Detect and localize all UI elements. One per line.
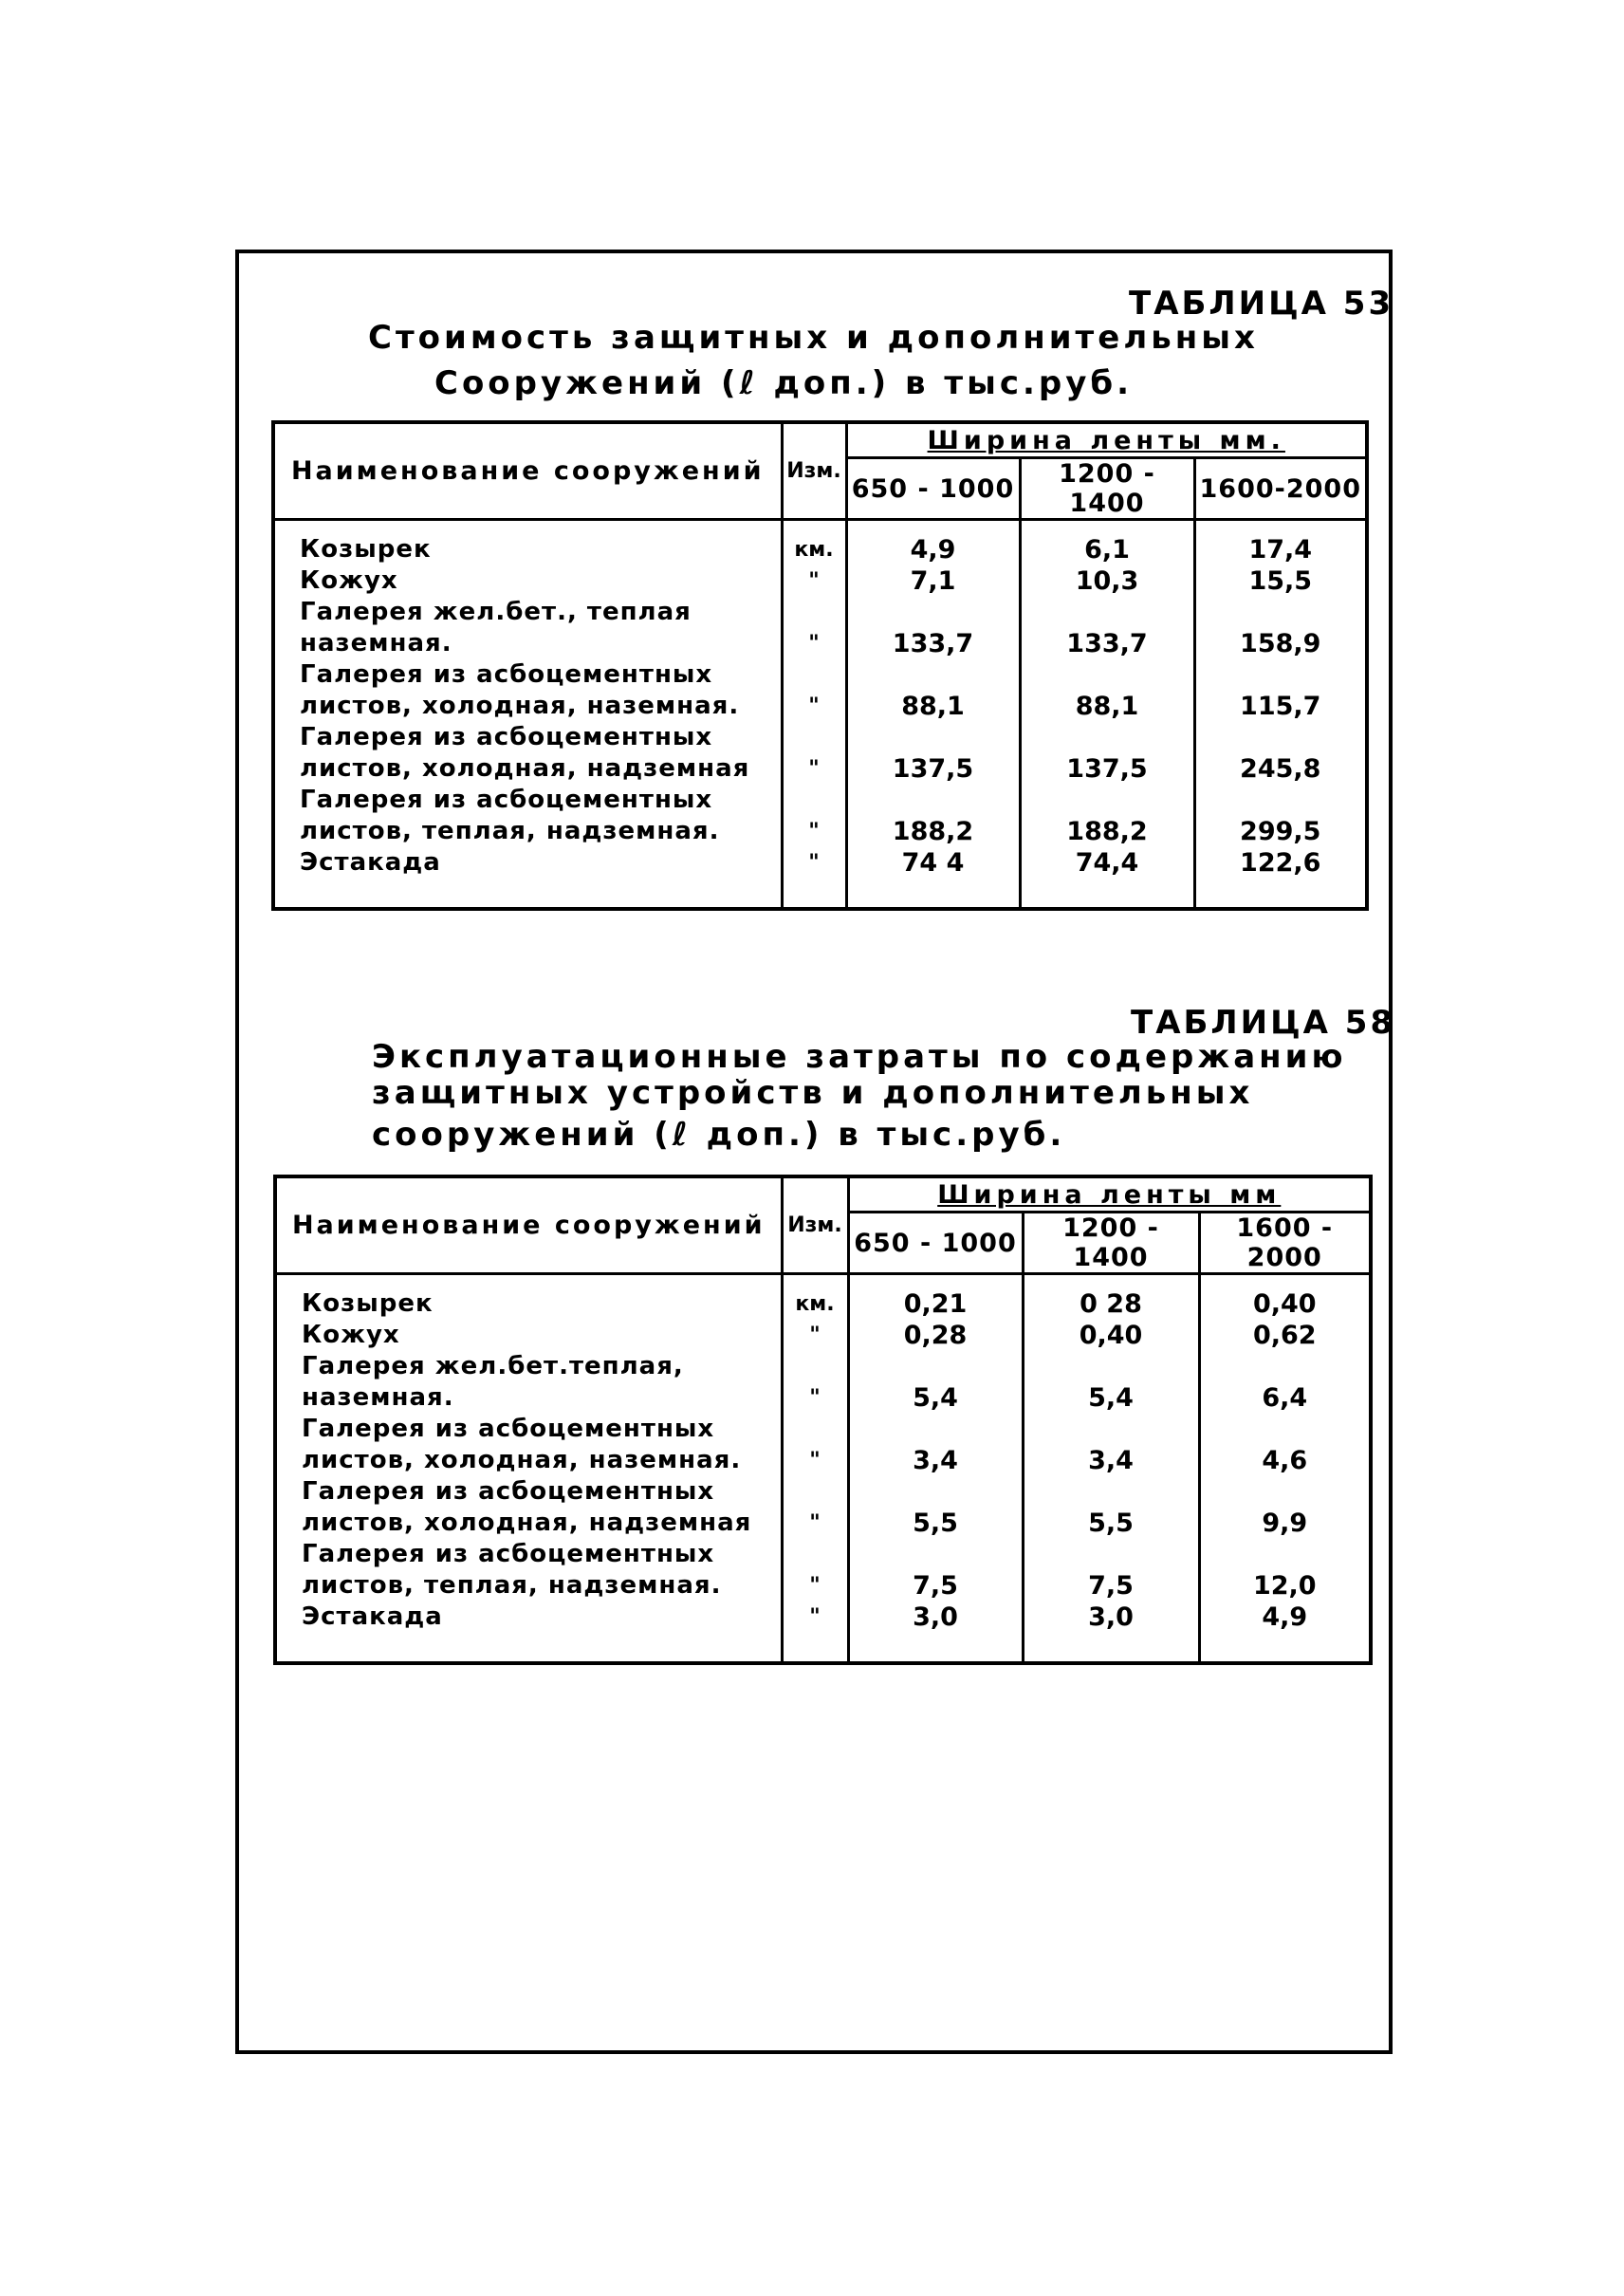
header-belt-width: Ширина ленты мм bbox=[848, 1176, 1371, 1213]
row-value-3: 0,62 bbox=[1199, 1320, 1371, 1351]
table-row bbox=[273, 534, 1367, 565]
header-range-1: 650 - 1000 bbox=[848, 1213, 1023, 1274]
row-name-line: Галерея из асбоцементных bbox=[302, 1540, 715, 1568]
row-value-2: 5,4 bbox=[1023, 1351, 1199, 1414]
header-name: Наименование сооружений bbox=[275, 1176, 782, 1274]
header-range-3: 1600 - 2000 bbox=[1199, 1213, 1371, 1274]
row-value-1: 0,21 bbox=[848, 1288, 1023, 1320]
row-unit: км. bbox=[782, 534, 846, 565]
row-name-line: Кожух bbox=[300, 566, 398, 595]
row-name bbox=[273, 847, 782, 879]
row-name-line: листов, холодная, надземная bbox=[300, 754, 750, 783]
row-name-line: Галерея из асбоцементных bbox=[300, 723, 713, 751]
table-58-title-line-2: защитных устройств и дополнительных bbox=[372, 1074, 1254, 1112]
table-row bbox=[273, 785, 1367, 847]
header-unit: Изм. bbox=[782, 422, 846, 520]
table-row bbox=[273, 722, 1367, 785]
row-value-1: 74 4 bbox=[846, 847, 1020, 879]
row-value-3: 6,4 bbox=[1199, 1351, 1371, 1414]
row-value-1: 133,7 bbox=[846, 597, 1020, 659]
row-value-1: 7,5 bbox=[848, 1539, 1023, 1602]
row-name bbox=[273, 597, 782, 659]
row-unit: " bbox=[782, 1351, 848, 1414]
table-row bbox=[275, 1476, 1371, 1539]
row-name bbox=[273, 565, 782, 597]
table-58-label: ТАБЛИЦА 58 bbox=[1131, 1004, 1396, 1042]
row-value-2: 133,7 bbox=[1020, 597, 1194, 659]
row-name bbox=[275, 1288, 782, 1320]
row-unit: " bbox=[782, 1476, 848, 1539]
row-value-3: 9,9 bbox=[1199, 1476, 1371, 1539]
table-row bbox=[275, 1414, 1371, 1476]
row-name bbox=[273, 534, 782, 565]
row-unit: " bbox=[782, 1320, 848, 1351]
table-58-title-line-1: Эксплуатационные затраты по содержанию bbox=[372, 1038, 1347, 1076]
table-row bbox=[275, 1288, 1371, 1320]
row-name-line: Галерея из асбоцементных bbox=[300, 660, 713, 689]
row-value-3: 122,6 bbox=[1194, 847, 1367, 879]
table-53-body bbox=[273, 520, 1367, 910]
row-name-line: Галерея жел.бет., теплая bbox=[300, 598, 692, 626]
row-name-line: листов, холодная, наземная. bbox=[300, 692, 740, 720]
header-range-3: 1600-2000 bbox=[1194, 458, 1367, 520]
table-row bbox=[273, 659, 1367, 722]
row-value-2: 3,4 bbox=[1023, 1414, 1199, 1476]
row-name-line: листов, теплая, надземная. bbox=[302, 1571, 722, 1600]
row-value-3: 245,8 bbox=[1194, 722, 1367, 785]
row-name-line: листов, холодная, наземная. bbox=[302, 1446, 742, 1474]
table-58-title-line-3: сооружений (ℓ доп.) в тыс.руб. bbox=[372, 1116, 1066, 1154]
row-value-1: 5,4 bbox=[848, 1351, 1023, 1414]
row-name bbox=[275, 1476, 782, 1539]
table-row bbox=[275, 1602, 1371, 1633]
row-name-line: Галерея жел.бет.теплая, bbox=[302, 1352, 684, 1380]
row-value-3: 15,5 bbox=[1194, 565, 1367, 597]
table-row bbox=[273, 597, 1367, 659]
row-value-3: 12,0 bbox=[1199, 1539, 1371, 1602]
table-53-label: ТАБЛИЦА 53 bbox=[1129, 285, 1394, 323]
row-name-line: Козырек bbox=[300, 535, 432, 564]
row-value-1: 4,9 bbox=[846, 534, 1020, 565]
row-name-line: наземная. bbox=[300, 629, 452, 657]
row-name bbox=[275, 1539, 782, 1602]
row-value-2: 188,2 bbox=[1020, 785, 1194, 847]
row-value-3: 17,4 bbox=[1194, 534, 1367, 565]
row-value-2: 5,5 bbox=[1023, 1476, 1199, 1539]
row-name bbox=[275, 1320, 782, 1351]
row-name-line: Галерея из асбоцементных bbox=[302, 1415, 715, 1443]
row-name-line: Кожух bbox=[302, 1321, 400, 1349]
row-value-1: 137,5 bbox=[846, 722, 1020, 785]
row-name-line: Галерея из асбоцементных bbox=[300, 786, 713, 814]
row-value-1: 88,1 bbox=[846, 659, 1020, 722]
row-value-1: 0,28 bbox=[848, 1320, 1023, 1351]
row-value-2: 6,1 bbox=[1020, 534, 1194, 565]
table-row bbox=[273, 847, 1367, 879]
row-unit: " bbox=[782, 847, 846, 879]
row-value-2: 0 28 bbox=[1023, 1288, 1199, 1320]
table-row bbox=[273, 565, 1367, 597]
header-belt-width: Ширина ленты мм. bbox=[846, 422, 1367, 458]
header-unit: Изм. bbox=[782, 1176, 848, 1274]
row-name bbox=[273, 785, 782, 847]
row-unit: " bbox=[782, 1414, 848, 1476]
table-58 bbox=[273, 1175, 1373, 1665]
row-value-3: 158,9 bbox=[1194, 597, 1367, 659]
row-value-3: 0,40 bbox=[1199, 1288, 1371, 1320]
row-value-3: 115,7 bbox=[1194, 659, 1367, 722]
row-value-2: 88,1 bbox=[1020, 659, 1194, 722]
row-name-line: листов, теплая, надземная. bbox=[300, 817, 720, 845]
table-53-title-line-1: Стоимость защитных и дополнительных bbox=[368, 319, 1259, 357]
header-range-1: 650 - 1000 bbox=[846, 458, 1020, 520]
row-unit: " bbox=[782, 1602, 848, 1633]
row-value-1: 5,5 bbox=[848, 1476, 1023, 1539]
row-value-2: 3,0 bbox=[1023, 1602, 1199, 1633]
row-value-2: 137,5 bbox=[1020, 722, 1194, 785]
row-value-2: 7,5 bbox=[1023, 1539, 1199, 1602]
table-53 bbox=[271, 420, 1369, 911]
row-value-3: 4,6 bbox=[1199, 1414, 1371, 1476]
row-name-line: Галерея из асбоцементных bbox=[302, 1477, 715, 1506]
row-name bbox=[273, 722, 782, 785]
row-name bbox=[275, 1414, 782, 1476]
row-value-3: 4,9 bbox=[1199, 1602, 1371, 1633]
header-name: Наименование сооружений bbox=[273, 422, 782, 520]
row-value-1: 188,2 bbox=[846, 785, 1020, 847]
row-unit: км. bbox=[782, 1288, 848, 1320]
header-range-2: 1200 - 1400 bbox=[1023, 1213, 1199, 1274]
row-unit: " bbox=[782, 597, 846, 659]
row-unit: " bbox=[782, 565, 846, 597]
row-name-line: Эстакада bbox=[302, 1602, 443, 1631]
row-name-line: Козырек bbox=[302, 1289, 434, 1318]
table-row bbox=[275, 1351, 1371, 1414]
row-unit: " bbox=[782, 722, 846, 785]
header-range-2: 1200 - 1400 bbox=[1020, 458, 1194, 520]
table-row bbox=[275, 1320, 1371, 1351]
row-value-2: 0,40 bbox=[1023, 1320, 1199, 1351]
row-unit: " bbox=[782, 1539, 848, 1602]
row-name bbox=[275, 1351, 782, 1414]
row-unit: " bbox=[782, 659, 846, 722]
table-row bbox=[275, 1539, 1371, 1602]
row-unit: " bbox=[782, 785, 846, 847]
row-value-1: 3,4 bbox=[848, 1414, 1023, 1476]
table-58-body bbox=[275, 1274, 1371, 1664]
row-name-line: наземная. bbox=[302, 1383, 454, 1412]
row-name bbox=[273, 659, 782, 722]
row-value-1: 3,0 bbox=[848, 1602, 1023, 1633]
row-value-2: 10,3 bbox=[1020, 565, 1194, 597]
row-value-2: 74,4 bbox=[1020, 847, 1194, 879]
row-name-line: листов, холодная, надземная bbox=[302, 1509, 752, 1537]
row-value-1: 7,1 bbox=[846, 565, 1020, 597]
row-name-line: Эстакада bbox=[300, 848, 441, 877]
table-53-title-line-2: Сооружений (ℓ доп.) в тыс.руб. bbox=[434, 364, 1134, 402]
row-value-3: 299,5 bbox=[1194, 785, 1367, 847]
row-name bbox=[275, 1602, 782, 1633]
